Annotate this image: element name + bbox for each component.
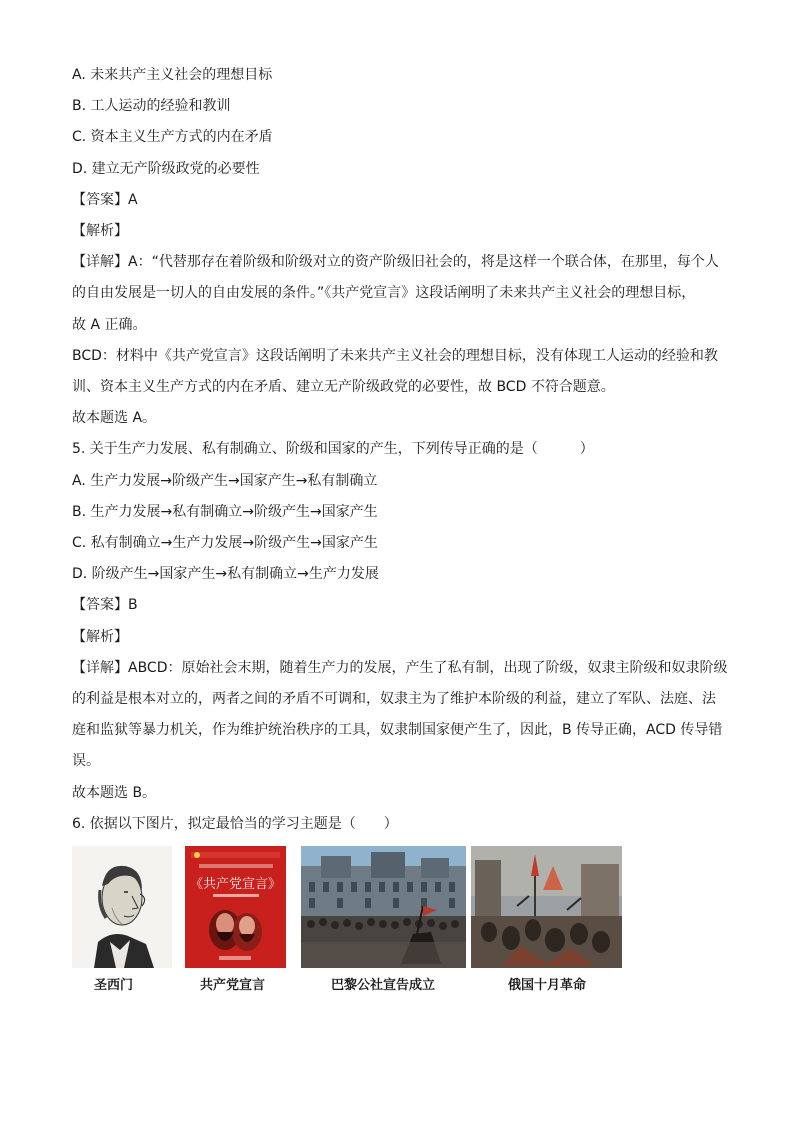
q4-conclusion: 故本题选 A。	[72, 410, 157, 427]
q4-option-a: A. 未来共产主义社会的理想目标	[72, 67, 273, 83]
q5-detail-line-2: 的利益是根本对立的，两者之间的矛盾不可调和，奴隶主为了维护本阶级的利益，建立了军队、法庭、法	[72, 691, 716, 708]
figure-4-caption: 俄国十月革命	[508, 978, 587, 994]
paris-commune-image	[301, 846, 466, 968]
q4-detail-line-5: 训、资本主义生产方式的内在矛盾、建立无产阶级政党的必要性，故 BCD 不符合题意。	[72, 379, 615, 396]
q6-figure-row	[72, 846, 732, 1006]
q5-detail-line-3: 庭和监狱等暴力机关，作为维护统治秩序的工具，奴隶制国家便产生了，因此，B 传导正确，ACD 传导错	[72, 722, 723, 739]
q4-detail-line-4: BCD：材料中《共产党宣言》这段话阐明了未来共产主义社会的理想目标，没有体现工人运动的经验和教	[72, 347, 718, 364]
q4-analysis-label: 【解析】	[72, 223, 128, 240]
portrait-image	[72, 846, 172, 968]
q5-detail-line-4: 误。	[72, 753, 100, 770]
q5-option-d: D. 阶级产生→国家产生→私有制确立→生产力发展	[72, 566, 379, 583]
q5-detail-line-1: 【详解】ABCD：原始社会末期，随着生产力的发展，产生了私有制，出现了阶级，奴隶主阶级和奴隶阶级	[72, 659, 728, 676]
q5-conclusion: 故本题选 B。	[72, 784, 157, 801]
q4-option-c: C. 资本主义生产方式的内在矛盾	[72, 129, 273, 146]
q4-answer: 【答案】A	[72, 191, 138, 208]
q4-detail-line-2: 的自由发展是一切人的自由发展的条件。”《共产党宣言》这段话阐明了未来共产主义社会的理想目标，	[72, 285, 696, 302]
q5-option-a: A. 生产力发展→阶级产生→国家产生→私有制确立	[72, 472, 378, 489]
book-cover-title: 《共产党宣言》	[189, 877, 282, 893]
figure-3-caption: 巴黎公社宣告成立	[331, 978, 436, 994]
q5-option-b: B. 生产力发展→私有制确立→阶级产生→国家产生	[72, 503, 378, 520]
q4-detail-line-3: 故 A 正确。	[72, 316, 147, 333]
document-page	[72, 60, 732, 1006]
q4-detail-line-1: 【详解】A：“代替那存在着阶级和阶级对立的资产阶级旧社会的，将是这样一个联合体，在那里，每个人	[72, 254, 719, 271]
q5-option-c: C. 私有制确立→生产力发展→阶级产生→国家产生	[72, 535, 378, 552]
book-cover-image	[185, 846, 286, 968]
q5-analysis-label: 【解析】	[72, 628, 128, 645]
q5-answer: 【答案】B	[72, 597, 138, 614]
october-revolution-image	[471, 846, 622, 968]
q4-option-d: D. 建立无产阶级政党的必要性	[72, 160, 260, 177]
q5-stem: 5. 关于生产力发展、私有制确立、阶级和国家的产生，下列传导正确的是（ ）	[72, 441, 594, 458]
figure-2-caption: 共产党宣言	[200, 978, 266, 994]
q4-option-b: B. 工人运动的经验和教训	[72, 98, 231, 115]
q6-stem: 6. 依据以下图片，拟定最恰当的学习主题是（ ）	[72, 815, 398, 832]
figure-1-caption: 圣西门	[94, 978, 134, 994]
